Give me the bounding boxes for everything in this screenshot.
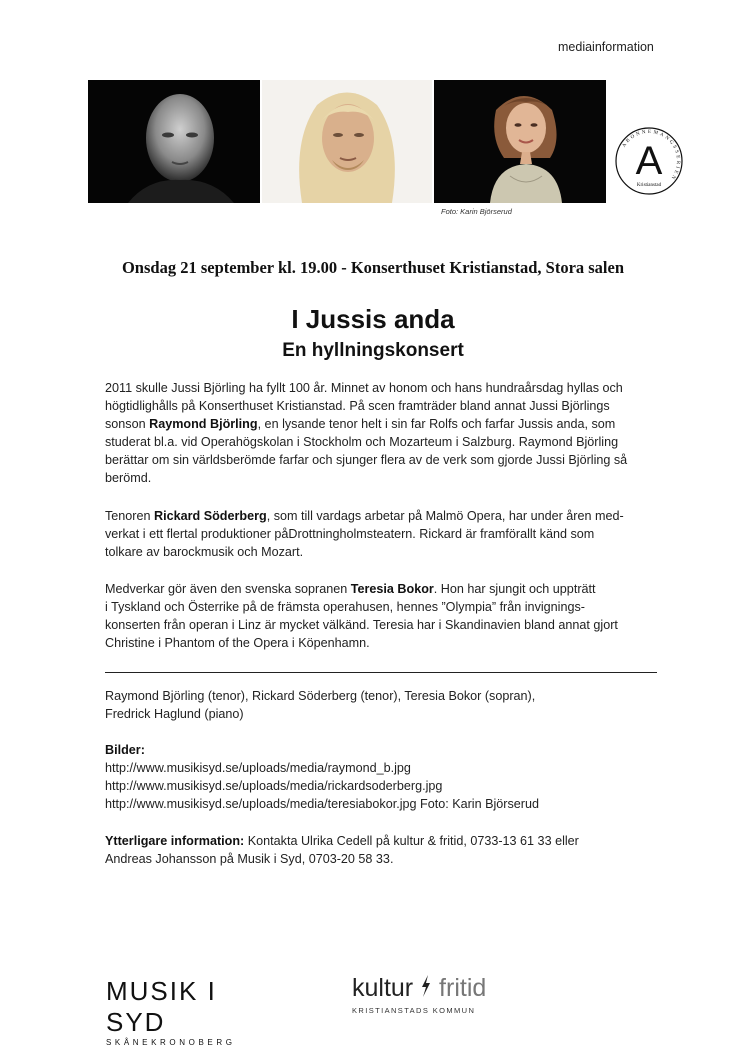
teresia-line: konserten från operan i Linz är mycket välkänd. Teresia har i Skandinavien bland annat gjort: [105, 618, 618, 632]
cast-line: Raymond Björling (tenor), Rickard Söderberg (tenor), Teresia Bokor (sopran),: [105, 689, 536, 703]
image-link-raymond[interactable]: http://www.musikisyd.se/uploads/media/raymond_b.jpg: [105, 761, 411, 775]
rickard-line: [105, 507, 677, 525]
photo-raymond-bjorling: [88, 80, 260, 203]
intro-text: , en lysande tenor helt i sin far Rolfs och farfar Jussis anda, som: [257, 417, 616, 431]
images-section: [105, 741, 677, 813]
contact-line: Andreas Johansson på Musik i Syd, 0703-20 58 33.: [105, 852, 394, 866]
image-link-teresia-row: [105, 795, 677, 813]
paragraph-rickard: [105, 507, 677, 561]
kultur-fritid-logo: [352, 974, 542, 1020]
bolt-icon: [420, 975, 432, 1004]
contact-label: Ytterligare information:: [105, 834, 245, 848]
intro-line: högtidlighålls på Konserthuset Kristianstad. På scen framträder bland annat Jussi Björlings: [105, 399, 610, 413]
seal-ring-text: ABONNEMANGSSERIEN: [621, 129, 681, 182]
rickard-text: , som till vardags arbetar på Malmö Opera, har under åren med-: [266, 509, 624, 523]
contact-text: Kontakta Ulrika Cedell på kultur & fritid, 0733-13 61 33 eller: [244, 834, 579, 848]
musik-i-syd-wordmark: MUSIK I SYD: [106, 976, 217, 1037]
abonnemangsserien-seal-logo: [614, 126, 684, 196]
contact-section: [105, 832, 677, 868]
paragraph-teresia: [105, 580, 677, 652]
intro-line: berömd.: [105, 471, 152, 485]
event-dateline: Onsdag 21 september kl. 19.00 - Konserthuset Kristianstad, Stora salen: [121, 258, 625, 277]
intro-text: sonson: [105, 417, 150, 431]
kultur-word: kultur: [352, 974, 414, 1002]
seal-place: Kristianstad: [636, 183, 662, 188]
paragraph-intro: [105, 379, 677, 487]
image-link-teresia-credit: Foto: Karin Björserud: [416, 797, 539, 811]
intro-line: berättar om sin världsberömde farfar och sjunger flera av de verk som gjorde Jussi Björling så: [105, 453, 628, 467]
kultur-fritid-subline: KRISTIANSTADS KOMMUN: [352, 1005, 476, 1015]
teresia-line: i Tyskland och Österrike på de främsta operahusen, hennes ”Olympia” från invignings-: [105, 600, 585, 614]
rickard-line: tolkare av barockmusik och Mozart.: [105, 545, 304, 559]
image-link-rickard[interactable]: http://www.musikisyd.se/uploads/media/rickardsoderberg.jpg: [105, 779, 443, 793]
cast-line: Fredrick Haglund (piano): [105, 707, 244, 721]
divider-rule: [105, 672, 657, 673]
photo-credit: Foto: Karin Björserud: [441, 207, 512, 216]
intro-line: 2011 skulle Jussi Björling ha fyllt 100 år. Minnet av honom och hans hundraårsdag hyllas och: [105, 381, 623, 395]
teresia-line: [105, 580, 677, 598]
teresia-text: . Hon har sjungit och uppträtt: [433, 582, 596, 596]
rickard-soderberg-name: Rickard Söderberg: [154, 509, 267, 523]
teresia-bokor-name: Teresia Bokor: [350, 582, 434, 596]
teresia-line: Christine i Phantom of the Opera i Köpenhamn.: [105, 636, 370, 650]
teresia-text: Medverkar gör även den svenska sopranen: [105, 582, 351, 596]
musik-i-syd-logo: [106, 976, 276, 1047]
rickard-text: Tenoren: [105, 509, 155, 523]
raymond-bjorling-name: Raymond Björling: [149, 417, 258, 431]
images-heading: Bilder:: [105, 743, 145, 757]
seal-letter: A: [635, 139, 663, 183]
event-subtitle: En hyllningskonsert: [282, 340, 464, 361]
kultur-fritid-wordmark: [352, 974, 542, 1004]
event-title: I Jussis anda: [291, 304, 455, 334]
fritid-word: fritid: [439, 974, 487, 1002]
media-information-label: mediainformation: [558, 40, 654, 54]
musik-i-syd-subline: SKÅNEKRONOBERG: [106, 1038, 236, 1047]
cast-list: [105, 687, 677, 723]
contact-line: [105, 832, 677, 850]
intro-line: [105, 415, 677, 433]
photo-rickard-soderberg: [262, 80, 432, 203]
intro-line: studerat bl.a. vid Operahögskolan i Stockholm och Mozarteum i Salzburg. Raymond Björling: [105, 435, 619, 449]
image-link-teresia[interactable]: http://www.musikisyd.se/uploads/media/teresiabokor.jpg: [105, 797, 417, 811]
photo-teresia-bokor: [434, 80, 606, 203]
rickard-line: verkat i ett flertal produktioner påDrottningholmsteatern. Rickard är framförallt känd som: [105, 527, 595, 541]
